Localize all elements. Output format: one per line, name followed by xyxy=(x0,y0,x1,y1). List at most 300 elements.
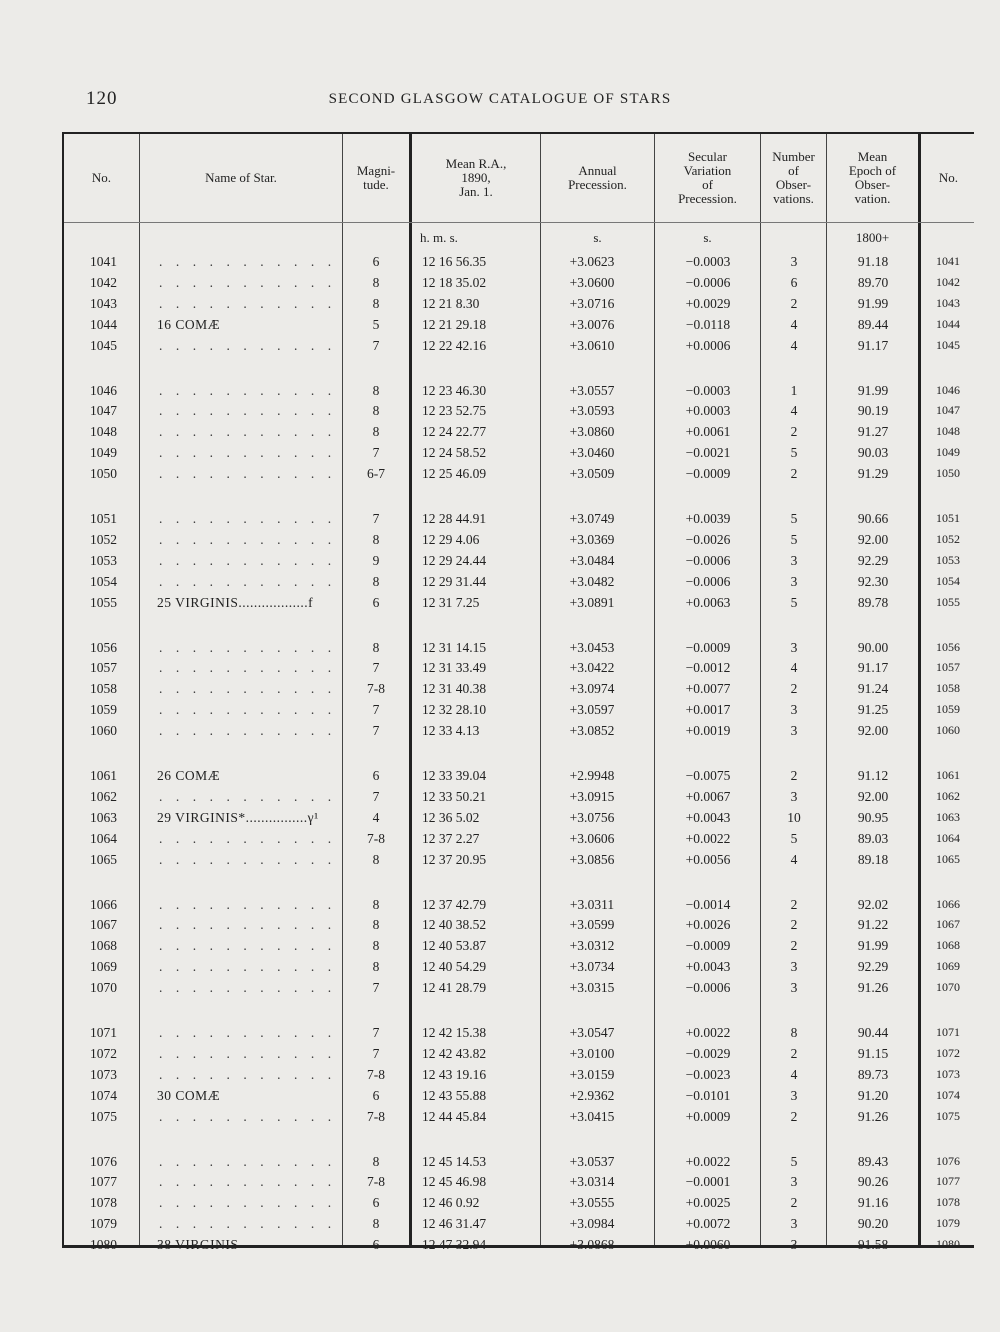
magnitude: 6 xyxy=(372,1087,380,1103)
leader-dots: . . . . . . . . . . . xyxy=(159,337,332,353)
secular-variation: +0.0022 xyxy=(685,1153,731,1169)
magnitude: 6 xyxy=(372,594,380,610)
leader-dots: . . . . . . . . . . . xyxy=(159,382,332,398)
star-number-right: 1072 xyxy=(936,1045,960,1060)
annual-precession: +3.0076 xyxy=(569,316,615,332)
magnitude: 7 xyxy=(372,1025,380,1040)
star-name: 30 COMÆ xyxy=(157,1087,221,1103)
leader-dots: . . . . . . . . . . . xyxy=(159,830,332,846)
table-row xyxy=(64,1044,976,1064)
number-of-observations: 2 xyxy=(790,681,798,697)
mean-ra: 12 41 28.79 xyxy=(422,980,487,996)
mean-epoch: 91.58 xyxy=(857,1237,889,1253)
mean-epoch: 92.29 xyxy=(857,552,889,568)
star-number-right: 1077 xyxy=(936,1174,960,1189)
mean-ra: 12 22 42.16 xyxy=(422,337,487,353)
star-number-right: 1050 xyxy=(936,466,960,481)
star-number: 1069 xyxy=(90,959,117,975)
mean-ra: 12 44 45.84 xyxy=(422,1108,487,1124)
number-of-observations: 1 xyxy=(790,382,798,398)
mean-ra: 12 31 33.49 xyxy=(422,660,487,676)
star-number-right: 1055 xyxy=(936,594,960,609)
star-name: 25 VIRGINIS..................f xyxy=(157,594,314,610)
mean-ra: 12 47 32.94 xyxy=(422,1237,487,1253)
star-number: 1058 xyxy=(90,681,117,697)
mean-ra: 12 33 4.13 xyxy=(422,723,480,739)
magnitude: 8 xyxy=(372,917,380,933)
star-number-right: 1069 xyxy=(936,959,960,974)
secular-variation: +0.0056 xyxy=(685,851,731,867)
number-of-observations: 2 xyxy=(790,1195,798,1211)
table-row xyxy=(64,808,976,828)
star-number-right: 1049 xyxy=(936,445,960,460)
mean-epoch: 89.70 xyxy=(857,274,889,290)
star-number: 1043 xyxy=(90,295,117,311)
annual-precession: +3.0537 xyxy=(569,1153,615,1169)
star-number-right: 1054 xyxy=(936,573,960,588)
table-row xyxy=(64,957,976,977)
number-of-observations: 5 xyxy=(790,830,798,846)
table-row xyxy=(64,766,976,786)
annual-precession: +3.0484 xyxy=(569,552,615,568)
number-of-observations: 2 xyxy=(790,295,798,311)
table-row xyxy=(64,850,976,870)
star-number: 1077 xyxy=(90,1174,117,1190)
leader-dots: . . . . . . . . . . . xyxy=(159,1195,332,1211)
mean-ra: 12 25 46.09 xyxy=(422,466,487,482)
star-number: 1065 xyxy=(90,851,117,867)
header-name: Name of Star. xyxy=(205,170,277,185)
mean-ra: 12 21 29.18 xyxy=(422,316,487,332)
mean-epoch: 92.00 xyxy=(857,531,889,547)
secular-variation: +0.0060 xyxy=(685,1237,731,1253)
annual-precession: +3.0557 xyxy=(569,382,615,398)
number-of-observations: 3 xyxy=(790,1216,798,1232)
header-number-of-observations: Number of Obser- vations. xyxy=(772,149,815,206)
magnitude: 7-8 xyxy=(367,1108,385,1124)
leader-dots: . . . . . . . . . . . xyxy=(159,917,332,933)
leader-dots: . . . . . . . . . . . xyxy=(159,702,332,718)
magnitude: 6 xyxy=(372,768,380,783)
star-number-right: 1057 xyxy=(936,660,960,675)
mean-epoch: 91.20 xyxy=(857,1087,889,1103)
mean-ra: 12 28 44.91 xyxy=(422,511,487,526)
number-of-observations: 3 xyxy=(790,1174,798,1190)
table-row xyxy=(64,464,976,484)
number-of-observations: 3 xyxy=(790,254,798,269)
mean-epoch: 91.24 xyxy=(857,681,889,697)
table-row xyxy=(64,679,976,699)
star-number: 1057 xyxy=(90,660,117,676)
star-number-right: 1065 xyxy=(936,851,960,866)
mean-ra: 12 37 42.79 xyxy=(422,896,487,912)
star-number-right: 1076 xyxy=(936,1153,960,1168)
annual-precession: +3.0312 xyxy=(569,938,615,954)
annual-precession: +3.0547 xyxy=(569,1025,615,1040)
mean-epoch: 90.44 xyxy=(857,1025,889,1040)
leader-dots: . . . . . . . . . . . xyxy=(159,959,332,975)
annual-precession: +3.0593 xyxy=(569,403,615,419)
star-number-right: 1067 xyxy=(936,917,960,932)
mean-epoch: 90.00 xyxy=(857,639,889,655)
leader-dots: . . . . . . . . . . . xyxy=(159,466,332,482)
table-row xyxy=(64,294,976,314)
table-row xyxy=(64,422,976,442)
star-number-right: 1073 xyxy=(936,1066,960,1081)
mean-epoch: 89.43 xyxy=(857,1153,889,1169)
secular-variation: −0.0009 xyxy=(685,639,731,655)
star-number: 1042 xyxy=(90,274,117,290)
table-row xyxy=(64,315,976,335)
secular-variation: +0.0063 xyxy=(685,594,731,610)
secular-variation: −0.0075 xyxy=(685,768,731,783)
star-number-right: 1071 xyxy=(936,1025,960,1039)
mean-epoch: 91.22 xyxy=(857,917,889,933)
table-row xyxy=(64,509,976,529)
secular-variation: +0.0009 xyxy=(685,1108,731,1124)
secular-variation: +0.0077 xyxy=(685,681,731,697)
mean-epoch: 92.00 xyxy=(857,788,889,804)
star-number-right: 1044 xyxy=(936,316,960,331)
annual-precession: +3.0159 xyxy=(569,1066,615,1082)
mean-ra: 12 29 24.44 xyxy=(422,552,487,568)
mean-ra: 12 18 35.02 xyxy=(422,274,487,290)
magnitude: 7 xyxy=(372,511,380,526)
mean-epoch: 90.03 xyxy=(857,445,889,461)
star-number: 1060 xyxy=(90,723,117,739)
leader-dots: . . . . . . . . . . . xyxy=(159,788,332,804)
annual-precession: +3.0856 xyxy=(569,851,615,867)
leader-dots: . . . . . . . . . . . xyxy=(159,1216,332,1232)
mean-epoch: 91.16 xyxy=(857,1195,889,1211)
magnitude: 8 xyxy=(372,573,380,589)
number-of-observations: 4 xyxy=(790,316,798,332)
star-number: 1050 xyxy=(90,466,117,482)
star-number: 1062 xyxy=(90,788,117,804)
number-of-observations: 2 xyxy=(790,1108,798,1124)
star-number-right: 1061 xyxy=(936,768,960,782)
annual-precession: +3.0984 xyxy=(569,1216,615,1232)
star-number-right: 1046 xyxy=(936,382,960,397)
star-name: 38 VIRGINIS xyxy=(157,1237,239,1253)
header-annual-precession: Annual Precession. xyxy=(568,163,627,192)
star-number-right: 1047 xyxy=(936,403,960,418)
annual-precession: +3.0749 xyxy=(569,511,615,526)
number-of-observations: 6 xyxy=(790,274,798,290)
star-number: 1080 xyxy=(90,1237,117,1253)
magnitude: 7 xyxy=(372,702,380,718)
annual-precession: +3.0453 xyxy=(569,639,615,655)
leader-dots: . . . . . . . . . . . xyxy=(159,445,332,461)
star-number-right: 1045 xyxy=(936,337,960,352)
star-number-right: 1066 xyxy=(936,896,960,911)
table-row xyxy=(64,658,976,678)
header-magnitude: Magni- tude. xyxy=(356,163,396,192)
annual-precession: +3.0314 xyxy=(569,1174,615,1190)
magnitude: 8 xyxy=(372,959,380,975)
star-number-right: 1080 xyxy=(936,1237,960,1252)
magnitude: 7 xyxy=(372,723,380,739)
number-of-observations: 3 xyxy=(790,1237,798,1253)
secular-variation: +0.0029 xyxy=(685,295,731,311)
number-of-observations: 3 xyxy=(790,702,798,718)
number-of-observations: 2 xyxy=(790,896,798,912)
star-number: 1049 xyxy=(90,445,117,461)
annual-precession: +3.0555 xyxy=(569,1195,615,1211)
secular-variation: +0.0025 xyxy=(685,1195,731,1211)
secular-variation: −0.0006 xyxy=(685,980,731,996)
annual-precession: +3.0597 xyxy=(569,702,615,718)
star-number-right: 1078 xyxy=(936,1195,960,1210)
secular-variation: +0.0026 xyxy=(685,917,731,933)
annual-precession: +3.0716 xyxy=(569,295,615,311)
magnitude: 8 xyxy=(372,1216,380,1232)
table-row xyxy=(64,1235,976,1255)
mean-epoch: 90.95 xyxy=(857,809,889,825)
star-number-right: 1059 xyxy=(936,702,960,717)
leader-dots: . . . . . . . . . . . xyxy=(159,573,332,589)
secular-variation: +0.0067 xyxy=(685,788,731,804)
leader-dots: . . . . . . . . . . . xyxy=(159,681,332,697)
star-number: 1041 xyxy=(90,254,117,269)
annual-precession: +3.0311 xyxy=(569,896,615,912)
star-number: 1056 xyxy=(90,639,117,655)
secular-variation: −0.0006 xyxy=(685,573,731,589)
leader-dots: . . . . . . . . . . . xyxy=(159,403,332,419)
star-number: 1052 xyxy=(90,531,117,547)
star-number: 1063 xyxy=(90,809,117,825)
table-row xyxy=(64,381,976,401)
secular-variation: −0.0012 xyxy=(685,660,731,676)
table-row xyxy=(64,700,976,720)
star-number: 1059 xyxy=(90,702,117,718)
table-row xyxy=(64,530,976,550)
magnitude: 7-8 xyxy=(367,1174,385,1190)
mean-ra: 12 23 46.30 xyxy=(422,382,487,398)
mean-epoch: 89.78 xyxy=(857,594,889,610)
number-of-observations: 4 xyxy=(790,403,798,419)
star-number: 1072 xyxy=(90,1045,117,1061)
annual-precession: +3.0606 xyxy=(569,830,615,846)
number-of-observations: 4 xyxy=(790,1066,798,1082)
magnitude: 4 xyxy=(372,809,380,825)
magnitude: 8 xyxy=(372,403,380,419)
leader-dots: . . . . . . . . . . . xyxy=(159,1108,332,1124)
table-row xyxy=(64,1214,976,1234)
secular-variation: −0.0021 xyxy=(685,445,731,461)
mean-ra: 12 36 5.02 xyxy=(422,809,480,825)
leader-dots: . . . . . . . . . . . xyxy=(159,424,332,440)
star-number: 1044 xyxy=(90,316,117,332)
mean-ra: 12 32 28.10 xyxy=(422,702,487,718)
table-row xyxy=(64,638,976,658)
magnitude: 7 xyxy=(372,445,380,461)
annual-precession: +3.0460 xyxy=(569,445,615,461)
magnitude: 9 xyxy=(372,552,380,568)
magnitude: 8 xyxy=(372,851,380,867)
star-number-right: 1048 xyxy=(936,424,960,439)
units-precession: s. xyxy=(593,230,602,245)
mean-epoch: 91.99 xyxy=(857,938,889,954)
units-secular: s. xyxy=(703,230,712,245)
table-row xyxy=(64,1172,976,1192)
annual-precession: +3.0610 xyxy=(569,337,615,353)
number-of-observations: 2 xyxy=(790,1045,798,1061)
number-of-observations: 4 xyxy=(790,660,798,676)
star-number: 1068 xyxy=(90,938,117,954)
mean-ra: 12 33 50.21 xyxy=(422,788,487,804)
mean-ra: 12 29 4.06 xyxy=(422,531,480,547)
magnitude: 6-7 xyxy=(367,466,385,482)
secular-variation: −0.0006 xyxy=(685,274,731,290)
secular-variation: +0.0061 xyxy=(685,424,731,440)
annual-precession: +3.0860 xyxy=(569,424,615,440)
mean-ra: 12 40 38.52 xyxy=(422,917,487,933)
table-row xyxy=(64,721,976,741)
star-number: 1066 xyxy=(90,896,117,912)
table-row xyxy=(64,1107,976,1127)
star-number: 1073 xyxy=(90,1066,117,1082)
number-of-observations: 3 xyxy=(790,723,798,739)
mean-epoch: 91.17 xyxy=(857,337,889,353)
annual-precession: +3.0482 xyxy=(569,573,615,589)
secular-variation: −0.0003 xyxy=(685,382,731,398)
leader-dots: . . . . . . . . . . . xyxy=(159,552,332,568)
header-mean-ra: Mean R.A., 1890, Jan. 1. xyxy=(445,156,507,199)
mean-ra: 12 45 14.53 xyxy=(422,1153,487,1169)
leader-dots: . . . . . . . . . . . xyxy=(159,1174,332,1190)
mean-epoch: 91.29 xyxy=(857,466,889,482)
star-number-right: 1062 xyxy=(936,788,960,803)
magnitude: 7 xyxy=(372,660,380,676)
magnitude: 8 xyxy=(372,295,380,311)
star-number-right: 1041 xyxy=(936,254,960,268)
mean-ra: 12 37 20.95 xyxy=(422,851,487,867)
number-of-observations: 3 xyxy=(790,788,798,804)
leader-dots: . . . . . . . . . . . xyxy=(159,980,332,996)
leader-dots: . . . . . . . . . . . xyxy=(159,1066,332,1082)
mean-epoch: 91.27 xyxy=(857,424,889,440)
leader-dots: . . . . . . . . . . . xyxy=(159,1045,332,1061)
mean-epoch: 91.99 xyxy=(857,382,889,398)
mean-epoch: 91.17 xyxy=(857,660,889,676)
mean-epoch: 91.26 xyxy=(857,1108,889,1124)
number-of-observations: 4 xyxy=(790,337,798,353)
table-row xyxy=(64,252,976,272)
leader-dots: . . . . . . . . . . . xyxy=(159,938,332,954)
secular-variation: −0.0006 xyxy=(685,552,731,568)
leader-dots: . . . . . . . . . . . xyxy=(159,1153,332,1169)
mean-ra: 12 33 39.04 xyxy=(422,768,487,783)
secular-variation: +0.0039 xyxy=(685,511,731,526)
leader-dots: . . . . . . . . . . . xyxy=(159,851,332,867)
number-of-observations: 2 xyxy=(790,768,798,783)
header-no: No. xyxy=(91,170,112,185)
number-of-observations: 2 xyxy=(790,938,798,954)
star-number-right: 1056 xyxy=(936,639,960,654)
number-of-observations: 3 xyxy=(790,959,798,975)
star-number-right: 1060 xyxy=(936,723,960,738)
mean-epoch: 89.18 xyxy=(857,851,889,867)
mean-ra: 12 24 22.77 xyxy=(422,424,487,440)
star-number: 1071 xyxy=(90,1025,117,1040)
secular-variation: −0.0029 xyxy=(685,1045,731,1061)
annual-precession: +2.9948 xyxy=(569,768,615,783)
table-row xyxy=(64,1152,976,1172)
annual-precession: +3.0974 xyxy=(569,681,615,697)
mean-ra: 12 31 14.15 xyxy=(422,639,487,655)
star-number-right: 1058 xyxy=(936,681,960,696)
magnitude: 7 xyxy=(372,980,380,996)
leader-dots: . . . . . . . . . . . xyxy=(159,723,332,739)
table-row xyxy=(64,551,976,571)
star-number: 1054 xyxy=(90,573,117,589)
table-row xyxy=(64,936,976,956)
number-of-observations: 5 xyxy=(790,1153,798,1169)
table-row xyxy=(64,401,976,421)
annual-precession: +3.0734 xyxy=(569,959,615,975)
annual-precession: +3.0623 xyxy=(569,254,615,269)
annual-precession: +3.0422 xyxy=(569,660,615,676)
table-row xyxy=(64,443,976,463)
mean-ra: 12 21 8.30 xyxy=(422,295,480,311)
annual-precession: +3.0100 xyxy=(569,1045,615,1061)
secular-variation: −0.0023 xyxy=(685,1066,731,1082)
magnitude: 6 xyxy=(372,254,380,269)
mean-ra: 12 42 43.82 xyxy=(422,1045,487,1061)
star-number-right: 1064 xyxy=(936,830,960,845)
table-row xyxy=(64,593,976,613)
header-mean-epoch: Mean Epoch of Obser- vation. xyxy=(848,149,897,206)
leader-dots: . . . . . . . . . . . xyxy=(159,511,332,526)
table-row xyxy=(64,1086,976,1106)
magnitude: 7 xyxy=(372,1045,380,1061)
star-number-right: 1074 xyxy=(936,1087,960,1102)
star-catalogue-table xyxy=(62,132,974,1253)
annual-precession: +3.0509 xyxy=(569,466,615,482)
mean-ra: 12 40 54.29 xyxy=(422,959,487,975)
secular-variation: +0.0022 xyxy=(685,830,731,846)
number-of-observations: 5 xyxy=(790,445,798,461)
number-of-observations: 5 xyxy=(790,594,798,610)
mean-epoch: 90.20 xyxy=(857,1216,889,1232)
secular-variation: +0.0017 xyxy=(685,702,731,718)
star-number: 1064 xyxy=(90,830,117,846)
magnitude: 8 xyxy=(372,382,380,398)
annual-precession: +3.0315 xyxy=(569,980,615,996)
mean-ra: 12 23 52.75 xyxy=(422,403,487,419)
annual-precession: +3.0891 xyxy=(569,594,615,610)
star-number: 1061 xyxy=(90,768,117,783)
leader-dots: . . . . . . . . . . . xyxy=(159,1025,332,1040)
secular-variation: +0.0003 xyxy=(685,403,731,419)
table-row xyxy=(64,1065,976,1085)
mean-epoch: 89.73 xyxy=(857,1066,889,1082)
table-row xyxy=(64,978,976,998)
number-of-observations: 8 xyxy=(790,1025,798,1040)
mean-epoch: 91.18 xyxy=(857,254,889,269)
leader-dots: . . . . . . . . . . . xyxy=(159,660,332,676)
magnitude: 8 xyxy=(372,938,380,954)
star-number-right: 1070 xyxy=(936,980,960,995)
star-number: 1067 xyxy=(90,917,117,933)
annual-precession: +3.0415 xyxy=(569,1108,615,1124)
magnitude: 7-8 xyxy=(367,830,385,846)
mean-ra: 12 45 46.98 xyxy=(422,1174,487,1190)
secular-variation: −0.0026 xyxy=(685,531,731,547)
mean-epoch: 92.30 xyxy=(857,573,889,589)
units-epoch: 1800+ xyxy=(855,230,890,245)
